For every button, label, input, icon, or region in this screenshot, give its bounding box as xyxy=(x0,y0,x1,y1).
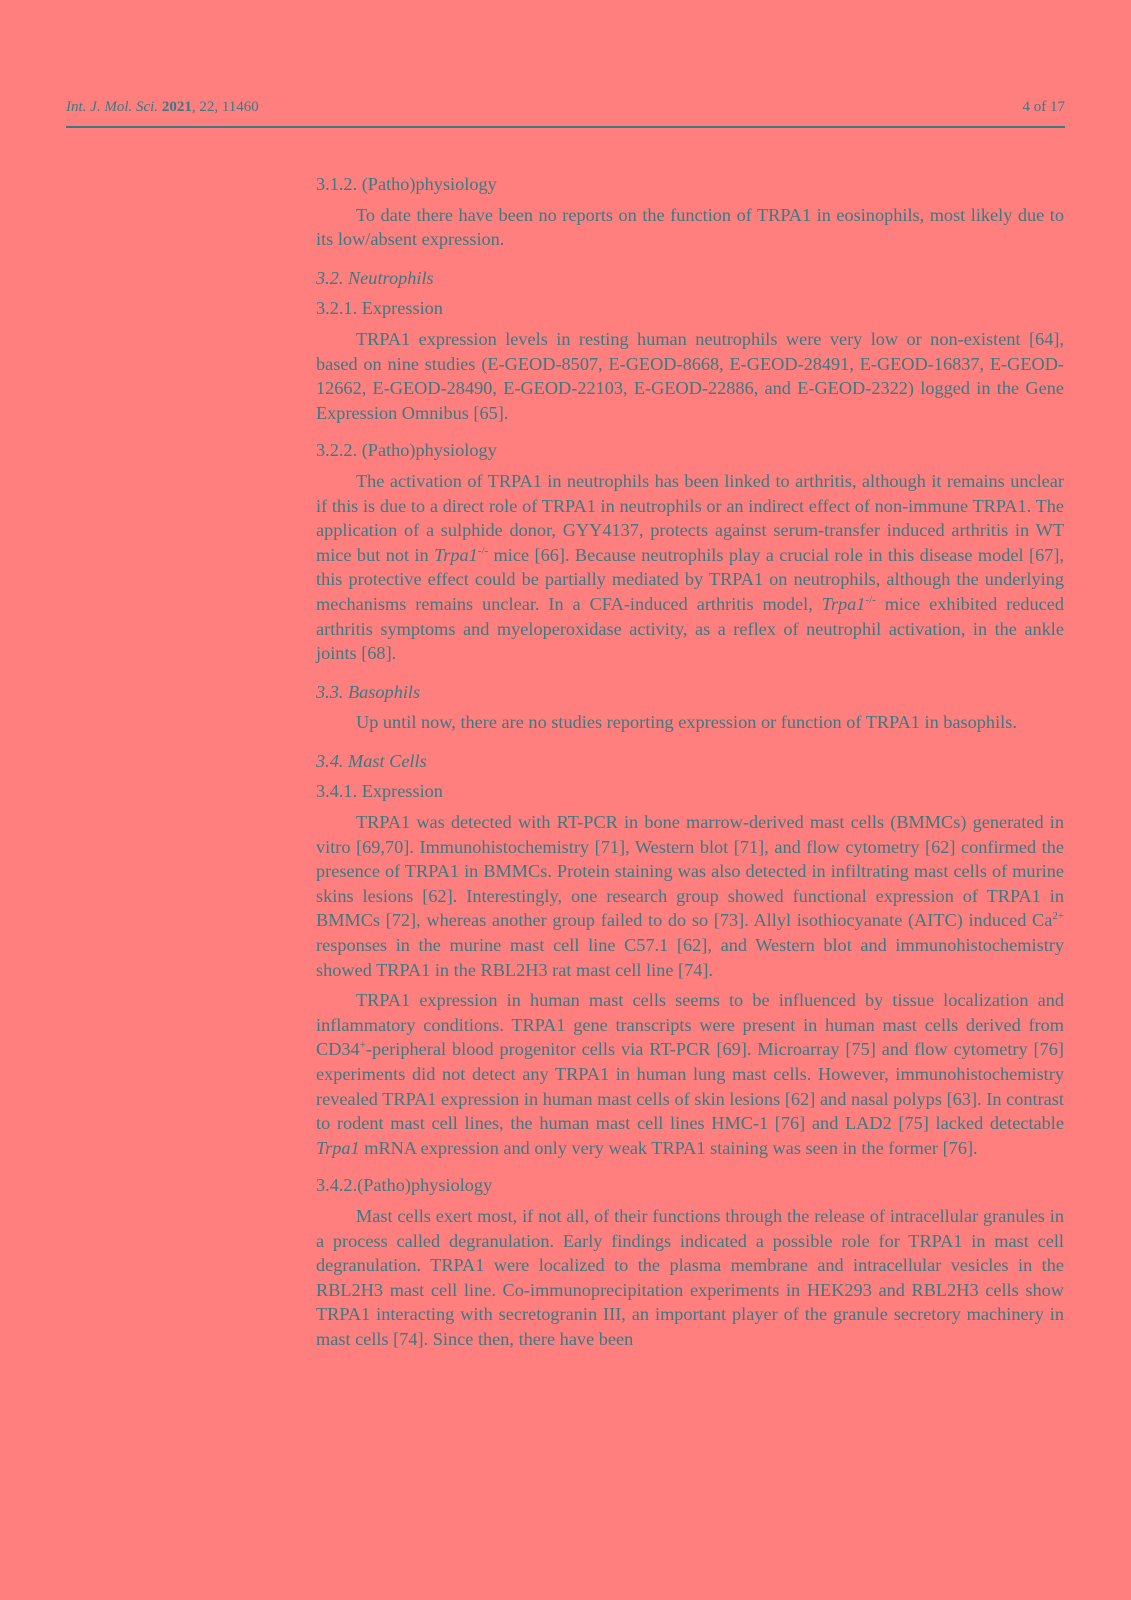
gene-name: Trpa1 xyxy=(434,544,478,565)
page-number: 4 of 17 xyxy=(1022,99,1065,115)
section-3-4-1-paragraph-1: TRPA1 was detected with RT-PCR in bone marrow-derived mast cells (BMMCs) generated in vitro [69,70]. Immunohistochemistry [71], Western blot [71], and flow cytometry [62] confirmed the presence of TRPA1 in BMMCs. Protein staining was also detected in infiltrating mast cells of murine skins lesions [62]. Interestingly, one research group showed functional expression of TRPA1 in BMMCs [72], whereas another group failed to do so [73]. Allyl isothiocyanate (AITC) induced $Ca^{2+}$ responses in the murine mast cell line C57.1 [62], and Western blot and immunohistochemistry showed TRPA1 in the RBL2H3 rat mast cell line [74]. xyxy=(316,812,1064,980)
section-3-2-2-paragraph: The activation of TRPA1 in neutrophils has been linked to arthritis, although it remains unclear if this is due to a direct role of TRPA1 in neutrophils or an indirect effect of non-immune TRPA1. The application of a sulphide donor, GYY4137, protects against serum-transfer induced arthritis in WT mice but not in Trpa1-/- mice [66]. Because neutrophils play a crucial role in this disease model [67], this protective effect could be partially mediated by TRPA1 on neutrophils, although the underlying mechanisms remains unclear. In a CFA-induced arthritis model, Trpa1-/- mice exhibited reduced arthritis symptoms and myeloperoxidase activity, as a reflex of neutrophil activation, in the ankle joints [68]. xyxy=(316,470,1065,664)
genotype-superscript: -/- xyxy=(477,544,489,557)
section-3-1-2-paragraph: To date there have been no reports on the function of TRPA1 in eosinophils, most likely due to its low/absent expression. xyxy=(316,204,1064,250)
cd34-superscript: + xyxy=(359,1039,366,1052)
gene-name: Trpa1 xyxy=(316,1137,360,1158)
section-3-4-2-heading: 3.4.2.(Patho)physiology xyxy=(316,1175,493,1196)
section-3-2-1-paragraph: TRPA1 expression levels in resting human neutrophils were very low or non-existent [64], based on nine studies (E-GEOD-8507, E-GEOD-8668, E-GEOD-28491, E-GEOD-16837, E-GEOD-12662, E-GEOD-28490, E-GEOD-22103, E-GEOD-22886, and E-GEOD-2322) logged in the Gene Expression Omnibus [65]. xyxy=(316,328,1064,423)
section-3-4-2-paragraph: Mast cells exert most, if not all, of their functions through the release of intracellular granules in a process called degranulation. Early findings indicated a possible role for TRPA1 in mast cell degranulation. TRPA1 were localized to the plasma membrane and intracellular vesicles in the RBL2H3 mast cell line. Co-immunoprecipitation experiments in HEK293 and RBL2H3 cells show TRPA1 interacting with secretogranin III, an important player of the granule secretory machinery in mast cells [74]. Since then, there have been xyxy=(316,1205,1064,1349)
page-header xyxy=(66,96,1065,128)
section-3-3-paragraph: Up until now, there are no studies reporting expression or function of TRPA1 in basophils. xyxy=(356,712,1017,733)
section-3-1-2-heading: 3.1.2. (Patho)physiology xyxy=(316,174,497,194)
section-3-4-1-heading: 3.4.1. Expression xyxy=(316,781,443,802)
section-3-3-heading: 3.3. Basophils xyxy=(316,681,421,702)
section-3-4-1-paragraph-2: TRPA1 expression in human mast cells seems to be influenced by tissue localization and inflammatory conditions. TRPA1 gene transcripts were present in human mast cells derived from CD34+-peripheral blood progenitor cells via RT-PCR [69]. Microarray [75] and flow cytometry [76] experiments did not detect any TRPA1 in human lung mast cells. However, immunohistochemistry revealed TRPA1 expression in human mast cells of skin lesions [62] and nasal polyps [63]. In contrast to rodent mast cell lines, the human mast cell lines HMC-1 [76] and LAD2 [75] lacked detectable Trpa1 mRNA expression and only very weak TRPA1 staining was seen in the former [76]. xyxy=(316,990,1064,1158)
section-3-2-2-heading: 3.2.2. (Patho)physiology xyxy=(316,440,497,461)
section-3-2-heading: 3.2. Neutrophils xyxy=(316,267,434,288)
journal-year: 2021 xyxy=(161,99,192,115)
article-body xyxy=(316,172,1064,1352)
journal-abbr: Int. J. Mol. Sci. xyxy=(66,99,159,115)
gene-name: Trpa1 xyxy=(821,593,866,614)
section-3-4-heading: 3.4. Mast Cells xyxy=(316,750,427,771)
ion-charge-superscript: 2+ xyxy=(1052,910,1064,923)
journal-citation xyxy=(66,99,259,116)
journal-volume-article: , 22, 11460 xyxy=(191,99,259,115)
section-3-2-1-heading: 3.2.1. Expression xyxy=(316,298,443,319)
genotype-superscript: -/- xyxy=(865,593,876,606)
